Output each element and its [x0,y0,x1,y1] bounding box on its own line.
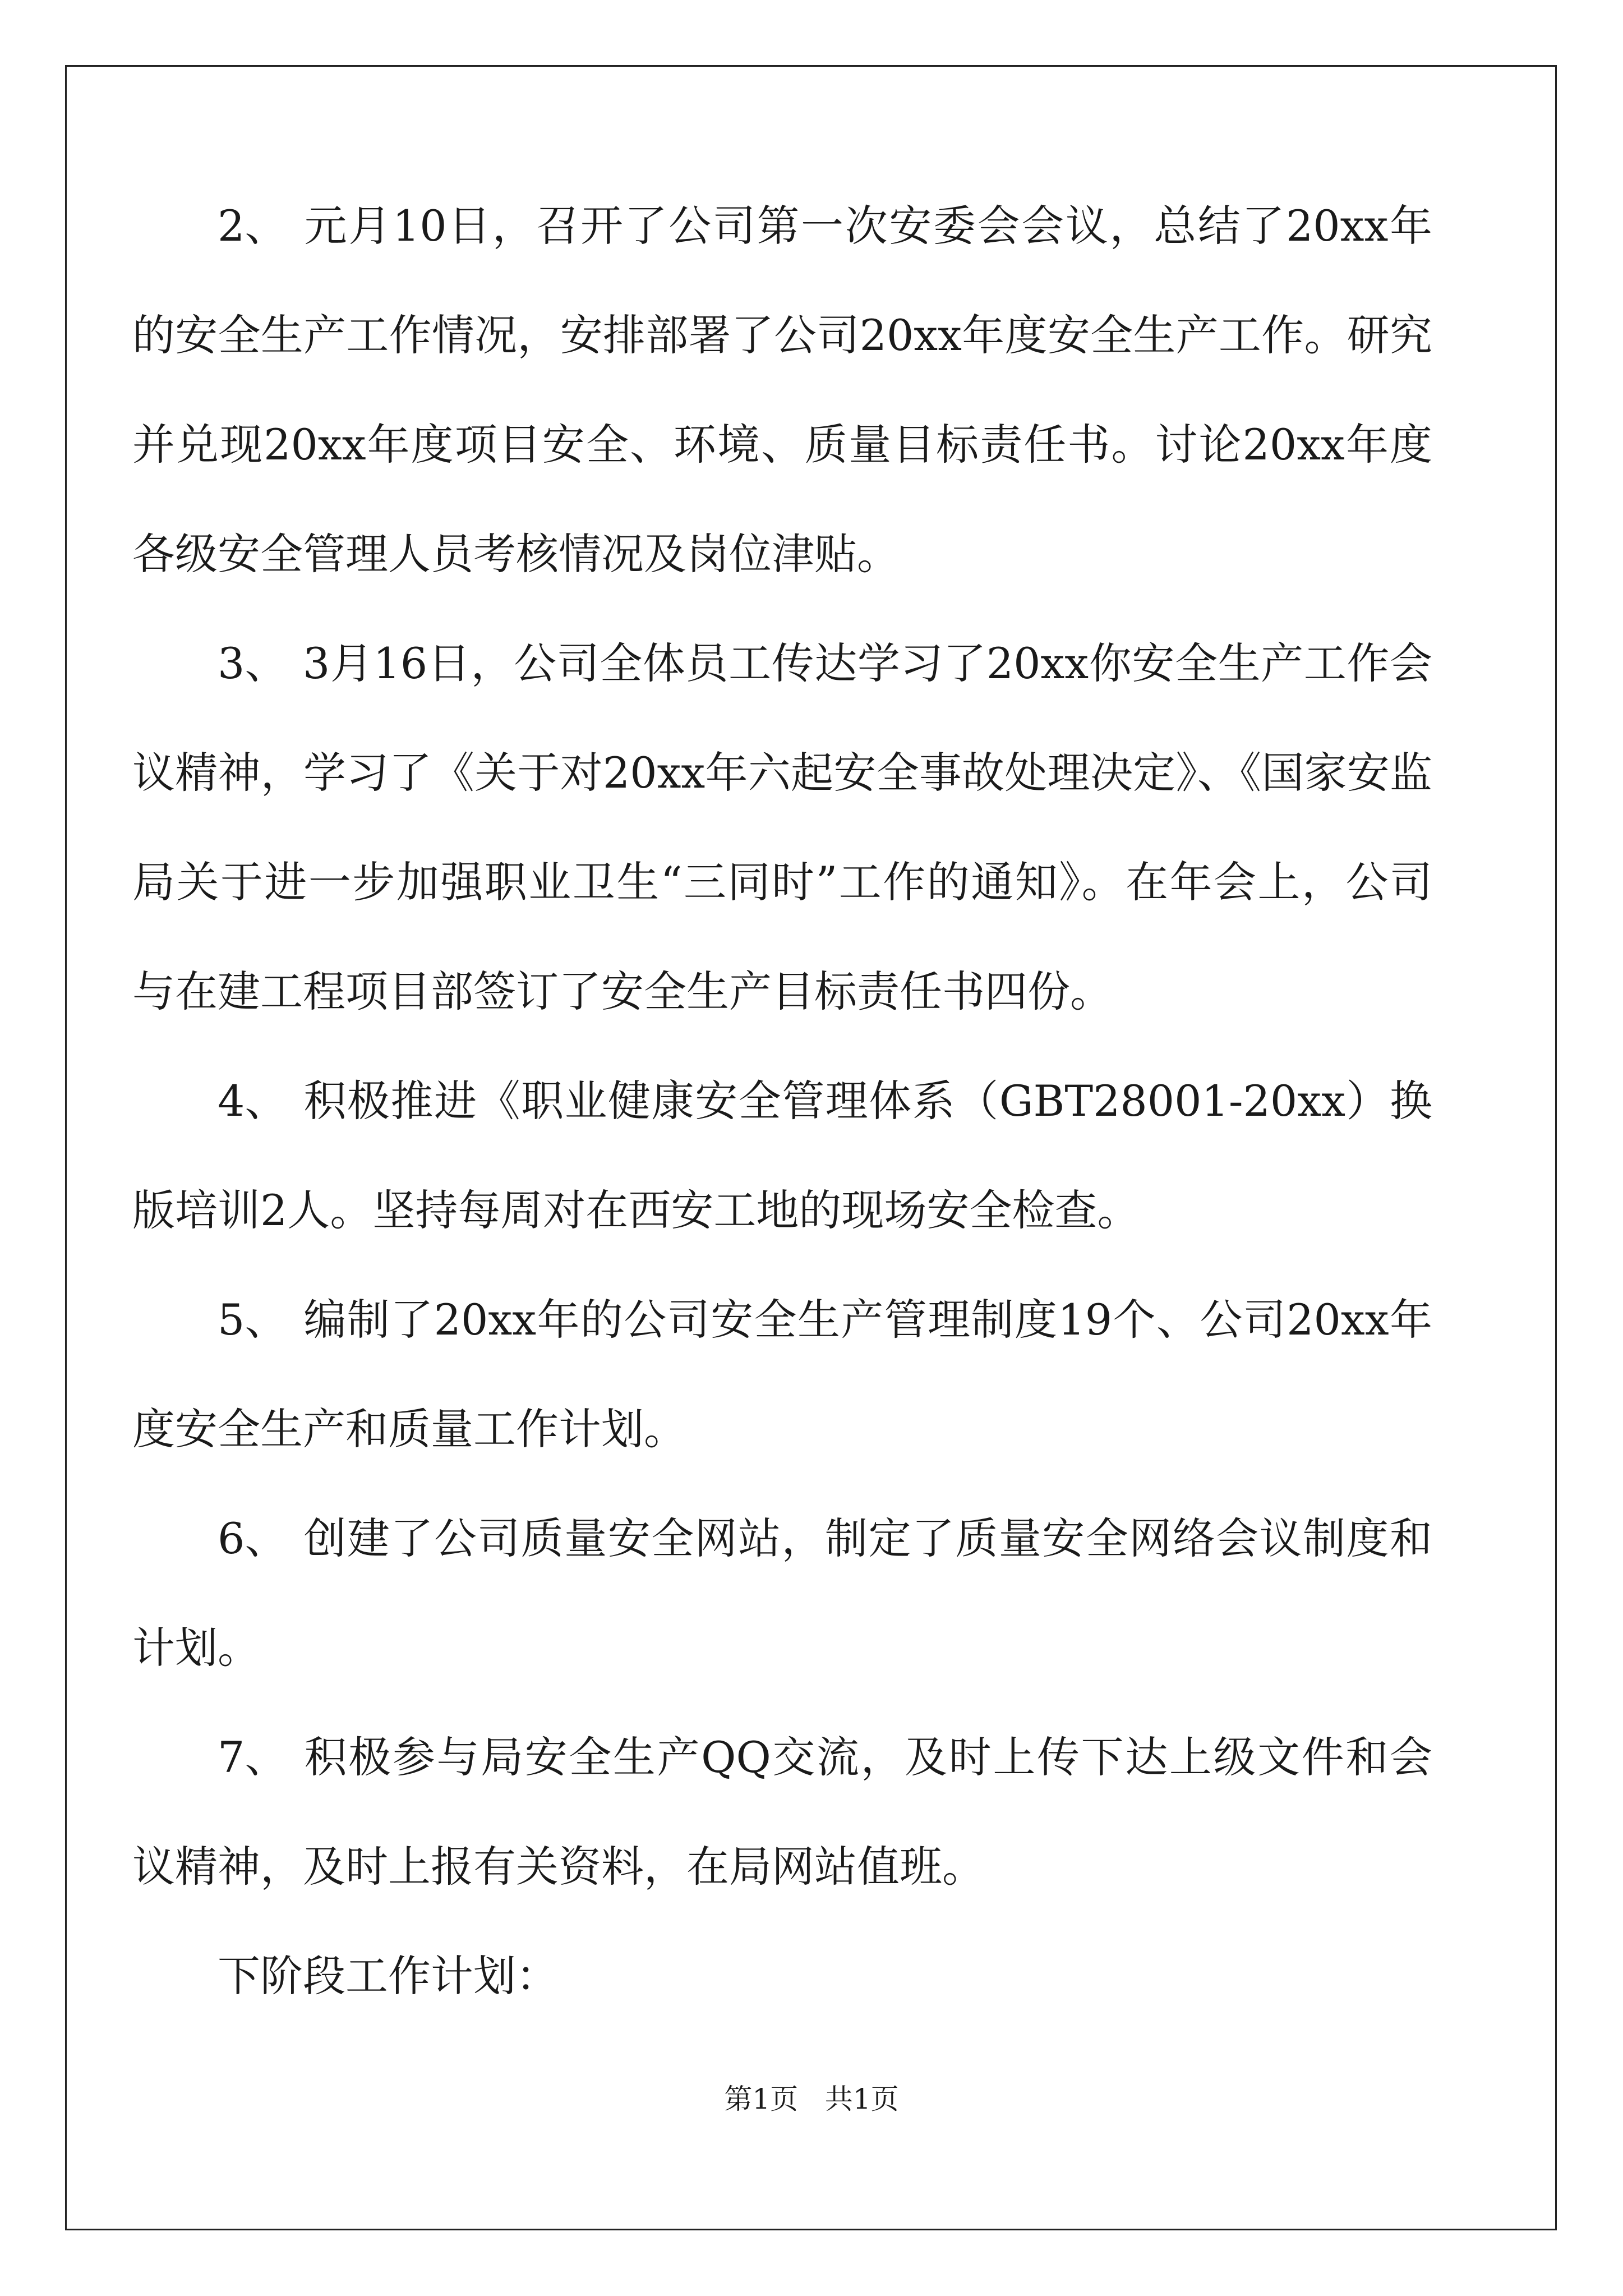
page-footer [0,2082,1623,2116]
paragraph-number: 7、 [218,1732,288,1782]
paragraph-text: 编制了20xx年的公司安全生产管理制度19个、公司20xx年度安全生产和质量工作计划。 [132,1295,1432,1454]
paragraph-item-3 [132,609,1432,1046]
paragraph-text: 积极推进《职业健康安全管理体系（GBT28001-20xx）换版培训2人。坚持每周对在西安工地的现场安全检查。 [132,1076,1432,1235]
paragraph-number: 6、 [218,1513,288,1563]
paragraph-item-4 [132,1046,1432,1265]
page-total: 共1页 [824,2083,899,2115]
paragraph-item-5 [132,1265,1432,1484]
paragraph-number: 5、 [218,1295,288,1345]
paragraph-item-2 [132,171,1432,609]
paragraph-text: 积极参与局安全生产QQ交流，及时上传下达上级文件和会议精神，及时上报有关资料，在局网站值班。 [132,1732,1432,1892]
paragraph-text: 创建了公司质量安全网站，制定了质量安全网络会议制度和计划。 [132,1513,1432,1673]
paragraph-item-7 [132,1703,1432,1921]
paragraph-text: 元月10日，召开了公司第一次安委会会议，总结了20xx年的安全生产工作情况，安排部署了公司20xx年度安全生产工作。研究并兑现20xx年度项目安全、环境、质量目标责任书。讨论20xx年度各级安全管理人员考核情况及岗位津贴。 [132,201,1432,579]
document-body [132,171,1432,2031]
paragraph-number: 2、 [218,201,288,251]
paragraph-text: 3月16日，公司全体员工传达学习了20xx你安全生产工作会议精神，学习了《关于对20xx年六起安全事故处理决定》、《国家安监局关于进一步加强职业卫生“三同时”工作的通知》。在年会上，公司与在建工程项目部签订了安全生产目标责任书四份。 [132,638,1432,1016]
closing-heading: 下阶段工作计划： [218,1951,559,2001]
paragraph-item-6 [132,1484,1432,1703]
paragraph-number: 3、 [218,638,288,688]
paragraph-number: 4、 [218,1076,288,1126]
page-number: 第1页 [724,2083,799,2115]
